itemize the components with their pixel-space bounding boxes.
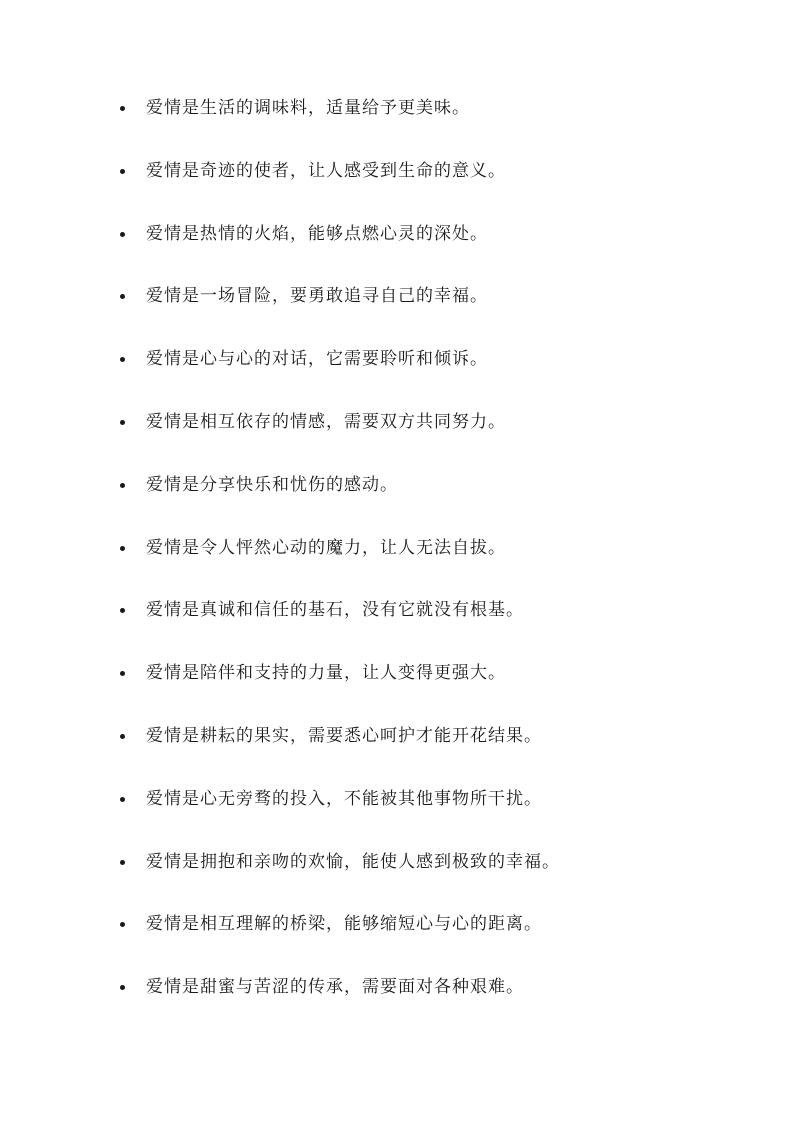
list-item-text: 爱情是真诚和信任的基石，没有它就没有根基。 [146,600,524,621]
list-item-text: 爱情是令人怦然心动的魔力，让人无法自拔。 [146,537,506,558]
list-item-text: 爱情是分享快乐和忧伤的感动。 [146,474,398,495]
bullet-dot-icon [120,294,125,299]
list-item [0,841,800,904]
bullet-dot-icon [120,232,125,237]
bullet-dot-icon [120,420,125,425]
bullet-dot-icon [120,797,125,802]
list-item [0,778,800,841]
bullet-dot-icon [120,357,125,362]
list-item-text: 爱情是耕耘的果实，需要悉心呵护才能开花结果。 [146,725,542,746]
list-item [0,966,800,1029]
list-item-text: 爱情是一场冒险，要勇敢追寻自己的幸福。 [146,286,488,307]
bullet-dot-icon [120,608,125,613]
bullet-dot-icon [120,734,125,739]
bullet-dot-icon [120,860,125,865]
list-item-text: 爱情是心与心的对话，它需要聆听和倾诉。 [146,349,488,370]
bullet-dot-icon [120,922,125,927]
bullet-dot-icon [120,671,125,676]
bullet-dot-icon [120,169,125,174]
list-item-text: 爱情是拥抱和亲吻的欢愉，能使人感到极致的幸福。 [146,851,560,872]
list-item-text: 爱情是生活的调味料，适量给予更美味。 [146,98,470,118]
list-item [0,903,800,966]
list-item [0,401,800,464]
list-item-text: 爱情是相互依存的情感，需要双方共同努力。 [146,411,506,432]
list-item [0,464,800,527]
bullet-dot-icon [120,546,125,551]
list-item [0,715,800,778]
list-item [0,275,800,338]
bullet-dot-icon [120,985,125,990]
list-item-text: 爱情是心无旁骛的投入，不能被其他事物所干扰。 [146,788,542,809]
list-item-text: 爱情是相互理解的桥梁，能够缩短心与心的距离。 [146,914,542,935]
bullet-list [0,87,800,1029]
list-item [0,527,800,590]
list-item [0,652,800,715]
list-item [0,87,800,150]
list-item [0,589,800,652]
list-item-text: 爱情是甜蜜与苦涩的传承，需要面对各种艰难。 [146,977,524,998]
list-item [0,338,800,401]
list-item-text: 爱情是奇迹的使者，让人感受到生命的意义。 [146,160,506,181]
bullet-dot-icon [120,106,125,111]
bullet-dot-icon [120,483,125,488]
list-item-text: 爱情是热情的火焰，能够点燃心灵的深处。 [146,223,488,244]
list-item [0,213,800,276]
list-item [0,150,800,213]
list-item-text: 爱情是陪伴和支持的力量，让人变得更强大。 [146,663,506,684]
